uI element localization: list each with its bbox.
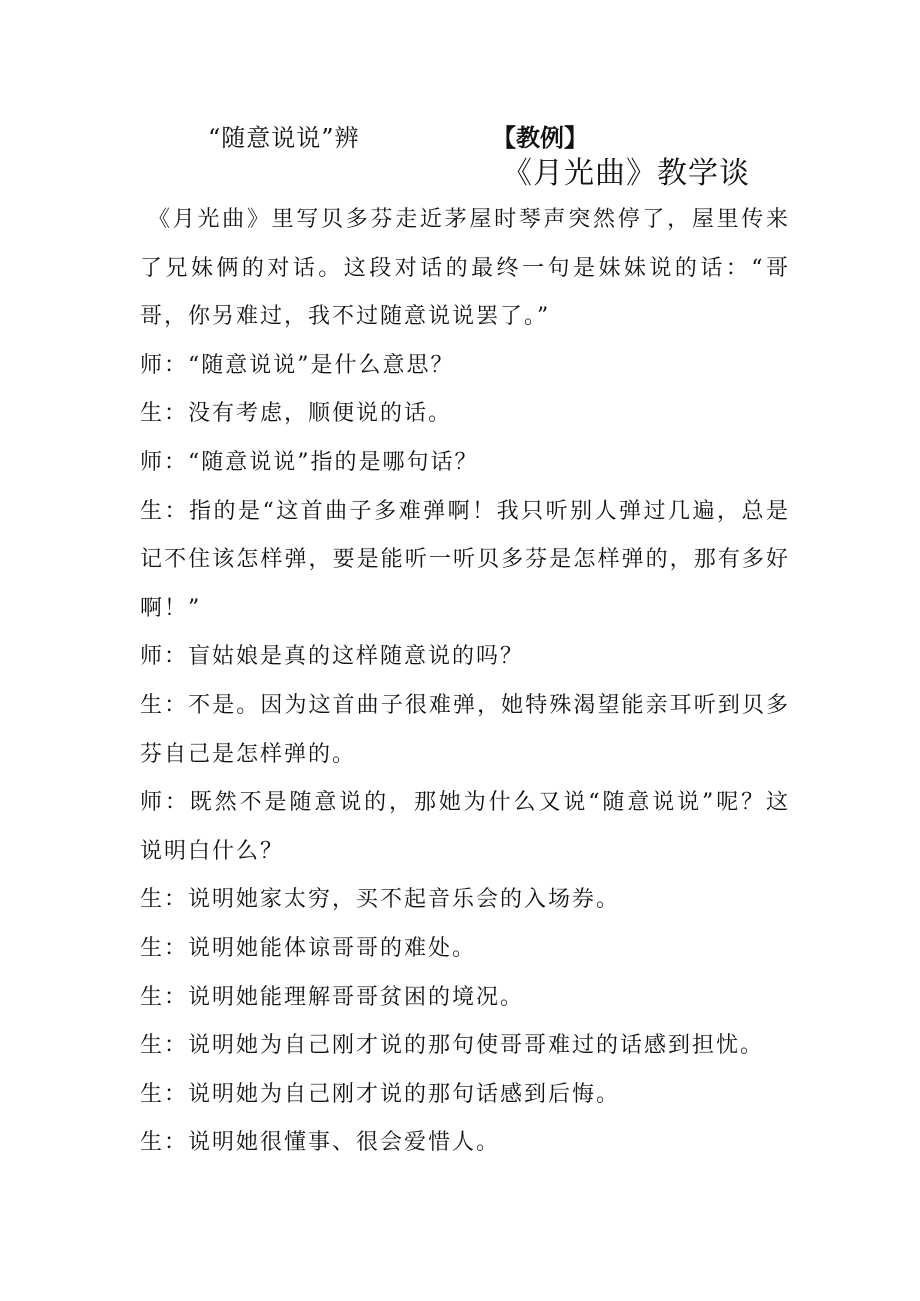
dialogue-line: 生：指的是“这首曲子多难弹啊！我只听别人弹过几遍，总是记不住该怎样弹，要是能听一听贝多芬是怎样弹的，那有多好啊！” xyxy=(140,498,790,621)
dialogue-line: 师：盲姑娘是真的这样随意说的吗？ xyxy=(140,644,525,670)
title-quote: “随意说说”辨 xyxy=(208,124,360,152)
dialogue-line: 师：“随意说说”指的是哪句话？ xyxy=(140,449,479,475)
dialogue-line: 生：说明她很懂事、很会爱惜人。 xyxy=(140,1130,501,1156)
title-tag: 【教例】 xyxy=(492,123,588,152)
dialogue-line: 生：说明她为自己刚才说的那句使哥哥难过的话感到担忧。 xyxy=(140,1033,765,1059)
dialogue-line: 生：说明她能体谅哥哥的难处。 xyxy=(140,935,477,961)
dialogue-line: 生：说明她家太穷，买不起音乐会的入场券。 xyxy=(140,887,621,913)
dialogue-line: 师：“随意说说”是什么意思？ xyxy=(140,352,455,378)
intro-paragraph: 《月光曲》里写贝多芬走近茅屋时琴声突然停了，屋里传来了兄妹俩的对话。这段对话的最终一句是妹妹说的话：“哥哥，你另难过，我不过随意说说罢了。” xyxy=(140,207,790,330)
dialogue-line: 师：既然不是随意说的，那她为什么又说“随意说说”呢？这说明白什么？ xyxy=(140,790,790,864)
dialogue-line: 生：没有考虑，顺便说的话。 xyxy=(140,401,453,427)
document-body xyxy=(140,196,790,1168)
dialogue-line: 生：不是。因为这首曲子很难弹，她特殊渴望能亲耳听到贝多芬自己是怎样弹的。 xyxy=(140,692,790,767)
dialogue-line: 生：说明她为自己刚才说的那句话感到后悔。 xyxy=(140,1081,621,1107)
title-subject: 《月光曲》教学谈 xyxy=(502,156,750,191)
dialogue-line: 生：说明她能理解哥哥贫困的境况。 xyxy=(140,984,525,1010)
